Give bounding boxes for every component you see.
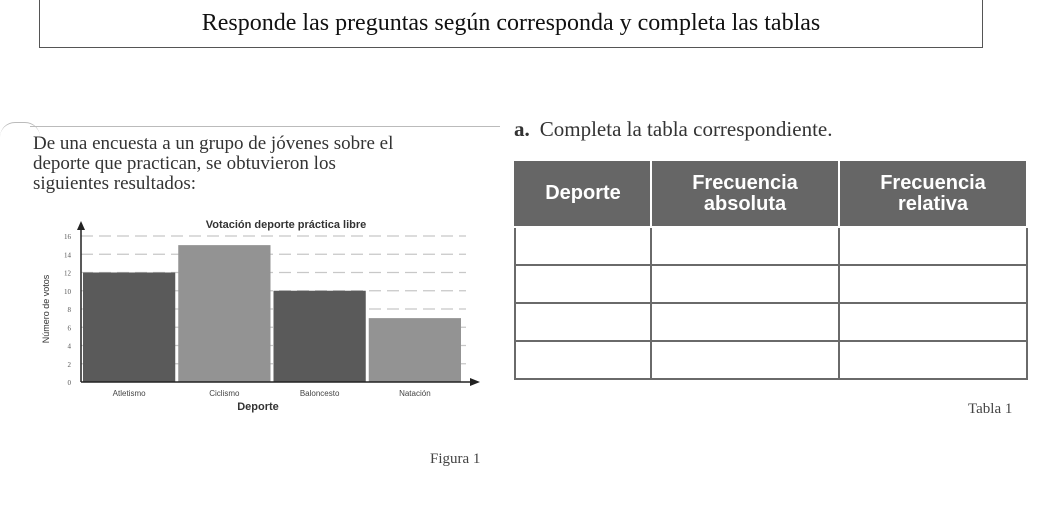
table-row bbox=[515, 265, 1027, 303]
table-row bbox=[515, 341, 1027, 379]
y-tick-label: 4 bbox=[67, 342, 71, 351]
header-label: Frecuencia bbox=[880, 171, 986, 194]
intro-paragraph bbox=[33, 134, 493, 194]
y-tick-label: 14 bbox=[64, 251, 71, 260]
x-tick-label: Atletismo bbox=[112, 389, 146, 398]
instruction-text: Responde las preguntas según corresponda y completa las tablas bbox=[201, 10, 821, 36]
table-cell-empty[interactable] bbox=[839, 303, 1027, 341]
table-cell-empty[interactable] bbox=[839, 265, 1027, 303]
x-tick-label: Natación bbox=[399, 389, 431, 398]
table-header-row bbox=[515, 161, 1027, 227]
intro-line: siguientes resultados: bbox=[33, 173, 197, 194]
y-tick-label: 12 bbox=[64, 269, 71, 278]
frequency-table bbox=[514, 161, 1028, 380]
instruction-box bbox=[39, 0, 983, 48]
table-cell-empty[interactable] bbox=[839, 341, 1027, 379]
header-frecuencia-absoluta bbox=[651, 161, 839, 227]
table-cell-empty[interactable] bbox=[651, 227, 839, 265]
y-tick-label: 10 bbox=[64, 287, 71, 296]
header-frecuencia-relativa bbox=[839, 161, 1027, 227]
y-tick-label: 8 bbox=[67, 306, 71, 314]
y-tick-label: 16 bbox=[64, 233, 71, 241]
intro-line: De una encuesta a un grupo de jóvenes sobre el bbox=[33, 133, 394, 154]
bar bbox=[83, 273, 175, 383]
x-axis-label: Deporte bbox=[237, 401, 279, 413]
table-caption: Tabla 1 bbox=[968, 401, 1013, 417]
task-text: Completa la tabla correspondiente. bbox=[539, 117, 833, 141]
table-row bbox=[515, 227, 1027, 265]
bar bbox=[178, 245, 270, 382]
table-cell-empty[interactable] bbox=[515, 227, 651, 265]
table-row bbox=[515, 303, 1027, 341]
header-deporte bbox=[515, 161, 651, 227]
table-cell-empty[interactable] bbox=[651, 341, 839, 379]
header-label: relativa bbox=[897, 192, 969, 215]
y-axis-arrow bbox=[77, 221, 85, 230]
intro-line: deporte que practican, se obtuvieron los bbox=[33, 153, 336, 174]
figure-caption: Figura 1 bbox=[430, 451, 481, 467]
x-axis-arrow bbox=[470, 378, 480, 386]
chart-title: Votación deporte práctica libre bbox=[205, 219, 367, 231]
task-letter: a. bbox=[514, 117, 530, 141]
y-tick-label: 0 bbox=[67, 379, 71, 387]
header-label: Frecuencia bbox=[692, 171, 798, 194]
x-tick-label: Ciclismo bbox=[209, 389, 240, 398]
table-cell-empty[interactable] bbox=[515, 303, 651, 341]
y-tick-label: 2 bbox=[67, 360, 71, 369]
table-cell-empty[interactable] bbox=[515, 265, 651, 303]
header-label: absoluta bbox=[703, 192, 787, 215]
x-tick-label: Baloncesto bbox=[299, 389, 340, 398]
section-divider bbox=[30, 126, 500, 127]
task-title bbox=[514, 117, 832, 142]
y-tick-label: 6 bbox=[67, 324, 71, 333]
table-cell-empty[interactable] bbox=[515, 341, 651, 379]
bar-chart bbox=[36, 212, 486, 422]
table-cell-empty[interactable] bbox=[651, 303, 839, 341]
y-axis-label: Número de votos bbox=[41, 274, 51, 344]
header-label: Deporte bbox=[545, 182, 621, 204]
table-cell-empty[interactable] bbox=[651, 265, 839, 303]
bar bbox=[274, 291, 366, 382]
bar bbox=[369, 318, 461, 382]
table-cell-empty[interactable] bbox=[839, 227, 1027, 265]
